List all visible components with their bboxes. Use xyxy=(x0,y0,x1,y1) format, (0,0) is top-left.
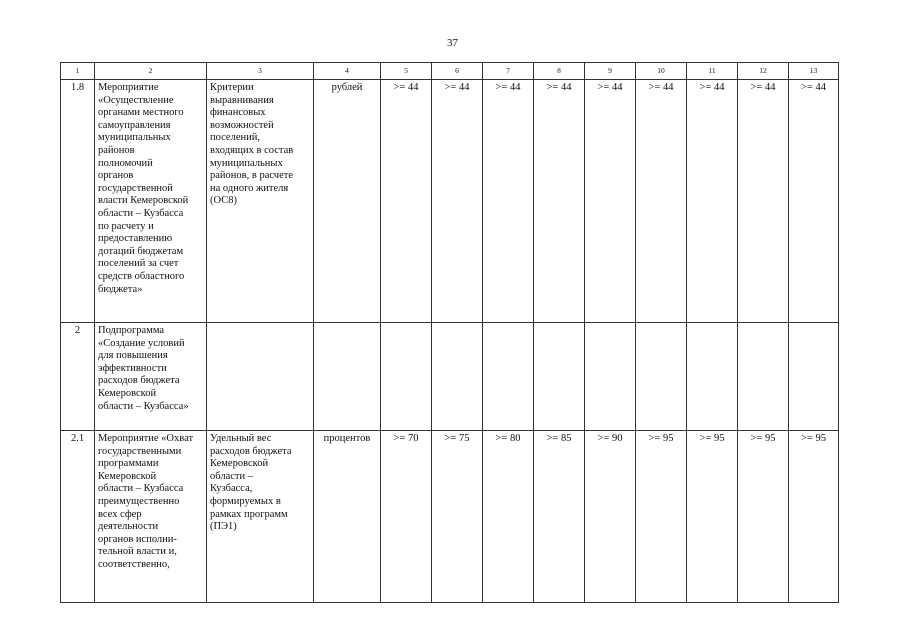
year-value: >= 95 xyxy=(738,431,789,603)
column-number: 2 xyxy=(95,63,207,80)
year-value xyxy=(687,323,738,431)
year-value: >= 44 xyxy=(534,80,585,323)
year-value xyxy=(585,323,636,431)
year-value: >= 44 xyxy=(381,80,432,323)
page-number: 37 xyxy=(447,37,458,49)
column-number: 5 xyxy=(381,63,432,80)
year-value xyxy=(483,323,534,431)
year-value: >= 80 xyxy=(483,431,534,603)
year-value xyxy=(738,323,789,431)
year-value: >= 44 xyxy=(432,80,483,323)
year-value: >= 95 xyxy=(687,431,738,603)
column-number: 6 xyxy=(432,63,483,80)
year-value: >= 85 xyxy=(534,431,585,603)
column-number: 1 xyxy=(61,63,95,80)
year-value: >= 95 xyxy=(636,431,687,603)
column-number: 3 xyxy=(207,63,314,80)
table-row xyxy=(61,431,839,603)
year-value: >= 44 xyxy=(483,80,534,323)
column-number: 12 xyxy=(738,63,789,80)
year-value: >= 44 xyxy=(636,80,687,323)
column-number: 7 xyxy=(483,63,534,80)
year-value: >= 44 xyxy=(789,80,839,323)
indicator-name: Удельный вес расходов бюджета Кемеровской области – Кузбасса, формируемых в рамках программ (ПЭ1) xyxy=(207,431,314,603)
indicators-table xyxy=(60,62,839,603)
year-value xyxy=(789,323,839,431)
year-value: >= 90 xyxy=(585,431,636,603)
row-number: 2.1 xyxy=(61,431,95,603)
column-number: 11 xyxy=(687,63,738,80)
activity-name: Мероприятие «Осуществление органами местного самоуправления муниципальных районов полномочий органов государственной власти Кемеровской области – Кузбасса по расчету и предоставлению дотаций бюджетам поселений за счет средств областного бюджета» xyxy=(95,80,207,323)
year-value xyxy=(636,323,687,431)
year-value: >= 95 xyxy=(789,431,839,603)
column-number: 10 xyxy=(636,63,687,80)
table-row xyxy=(61,80,839,323)
column-number: 13 xyxy=(789,63,839,80)
year-value: >= 75 xyxy=(432,431,483,603)
year-value: >= 70 xyxy=(381,431,432,603)
subprogram-name: Подпрограмма «Создание условий для повышения эффективности расходов бюджета Кемеровской области – Кузбасса» xyxy=(95,323,207,431)
row-number: 1.8 xyxy=(61,80,95,323)
unit-of-measure: рублей xyxy=(314,80,381,323)
year-value: >= 44 xyxy=(687,80,738,323)
row-number: 2 xyxy=(61,323,95,431)
unit-of-measure xyxy=(314,323,381,431)
year-value xyxy=(432,323,483,431)
year-value: >= 44 xyxy=(585,80,636,323)
year-value: >= 44 xyxy=(738,80,789,323)
column-number: 8 xyxy=(534,63,585,80)
year-value xyxy=(381,323,432,431)
activity-name: Мероприятие «Охват государственными программами Кемеровской области – Кузбасса преимущественно всех сфер деятельности органов исполни- тельной власти и, соответственно, xyxy=(95,431,207,603)
column-number: 4 xyxy=(314,63,381,80)
column-number-row xyxy=(61,63,839,80)
indicator-name xyxy=(207,323,314,431)
unit-of-measure: процентов xyxy=(314,431,381,603)
table-row xyxy=(61,323,839,431)
column-number: 9 xyxy=(585,63,636,80)
year-value xyxy=(534,323,585,431)
indicator-name: Критерии выравнивания финансовых возможностей поселений, входящих в состав муниципальных районов, в расчете на одного жителя (ОС8) xyxy=(207,80,314,323)
